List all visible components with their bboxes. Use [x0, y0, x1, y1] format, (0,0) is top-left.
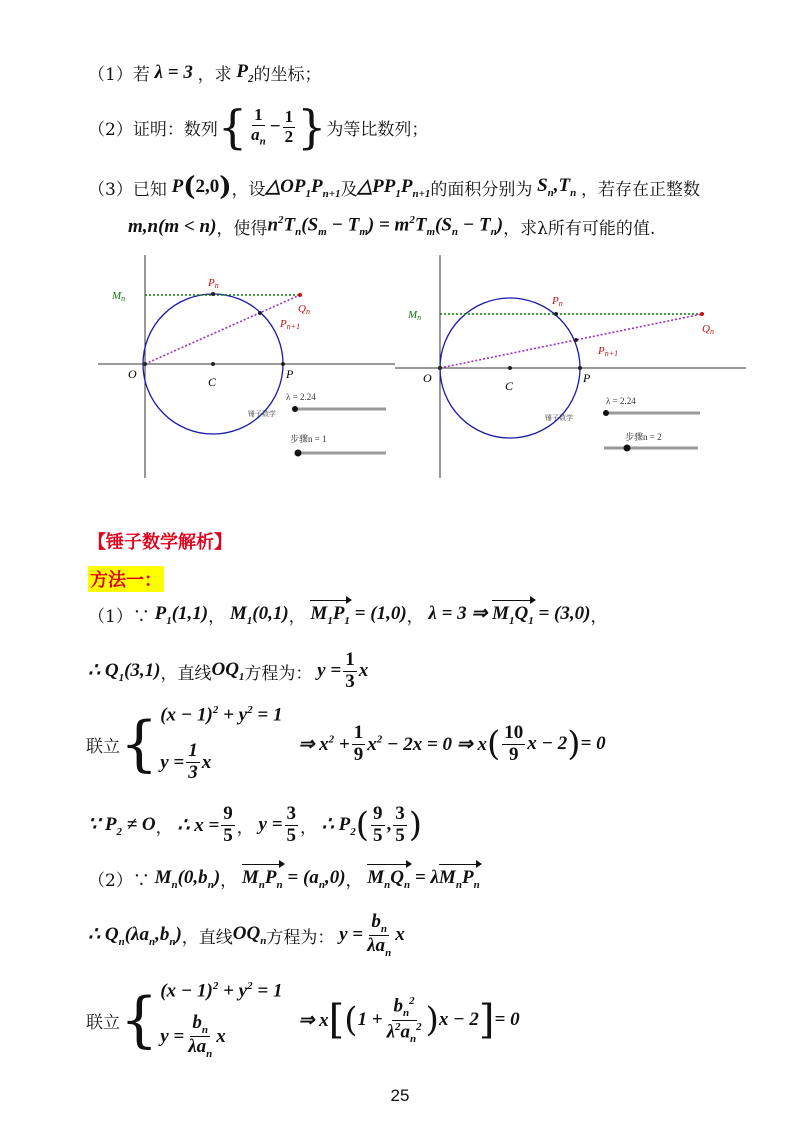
right-lambda-slider-knob[interactable]: [603, 410, 609, 416]
solution-system-2: 联立 { $(x - 1)^2 + y^2 = 1$ y = $\frac{b_n}{\lambda a_n}$ x ⇒ x [ ( 1 + $\frac{b_n^2}{\lambda^2a_n^2}$ ) x − 2 ] = 0: [86, 980, 520, 1060]
solution-line-3: ∵ $P_2 \ne O$ ， ∴ x = $\frac{9}{5}$ ， y = $\frac{3}{5}$ ， ∴ $P_2$ ( $\frac{9}{5}$ , $\frac{3}{5}$ ): [88, 803, 423, 846]
left-label-o: O: [128, 367, 137, 381]
right-step-label: 步骤n = 2: [625, 432, 662, 442]
right-point-o: [438, 366, 442, 370]
part2-line: （2）证明：数列 { $\frac{1}{a_n}$ − $\frac{1}{2}$ } 为等比数列；: [88, 100, 429, 154]
left-step-label: 步骤n = 1: [290, 434, 327, 444]
right-label-mn: Mn: [408, 309, 422, 322]
left-label-c: C: [208, 375, 217, 389]
left-point-qn: [298, 293, 302, 297]
left-figure: [98, 255, 395, 478]
left-point-pn1: [258, 311, 262, 315]
right-label-c: C: [505, 379, 514, 393]
solution-line-2: ∴ $Q_1(3,1)$ ，直线 $OQ_1$ 方程为： y = $\frac{1}{3}$ x: [88, 649, 369, 692]
right-point-p: [578, 366, 582, 370]
left-point-p: [281, 362, 285, 366]
right-label-qn: Qn: [702, 323, 714, 336]
solution-line-5: ∴ $Q_n(\lambda a_n,b_n)$ ，直线 $OQ_n$ 方程为： y = $\frac{b_n}{\lambda a_n}$ x: [88, 911, 405, 959]
method-label: 方法一：: [88, 566, 164, 592]
left-lambda-slider-knob[interactable]: [292, 406, 298, 412]
left-label-qn: Qn: [298, 303, 310, 316]
right-label-pn: Pn: [552, 295, 563, 308]
solution-heading: 【锤子数学解析】: [88, 532, 232, 553]
part1-line: （1）若 λ = 3 ，求 $P_2$ 的坐标；: [88, 60, 322, 85]
right-lambda-label: λ = 2.24: [606, 396, 636, 406]
right-label-p: P: [583, 371, 591, 385]
right-step-slider-knob[interactable]: [624, 445, 631, 452]
left-step-slider-knob[interactable]: [295, 450, 302, 457]
left-label-pn: Pn: [208, 277, 219, 290]
left-purple-dotted-line: [145, 295, 300, 364]
left-label-pn1: Pn+1: [280, 318, 301, 331]
right-point-c: [508, 366, 512, 370]
right-figure: [395, 255, 746, 478]
solution-system-1: 联立 { $(x - 1)^2 + y^2 = 1$ y = $\frac{1}{3}$ x ⇒ $x^2$ + $\frac{1}{9}$ $x^2 - 2x = 0$ ⇒ x ( $\frac{10}{9}$ x − 2 ) = 0: [86, 704, 606, 784]
part3-line2: m,n(m < n) ，使得 $n^2T_n(S_m - T_m) = m^2T_m(S_n - T_n)$ ，求λ所有可能的值.: [128, 214, 656, 239]
left-point-c: [211, 362, 215, 366]
left-lambda-label: λ = 2.24: [286, 392, 316, 402]
left-watermark: 锤子数学: [248, 410, 276, 418]
right-watermark: 锤子数学: [545, 414, 573, 422]
solution-line-4: （2）∵ $M_n(0,b_n)$ ， $M_nP_n = (a_n,0)$ ， $M_nQ_n = \lambda M_nP_n$: [88, 866, 480, 891]
right-point-qn: [700, 312, 704, 316]
part3-line1: （3）已知 P ( 2,0 ) ，设 $\triangle OP_1P_{n+1}$ 及 $\triangle PP_1P_{n+1}$ 的面积分别为 $S_n,T_n$ ，若存在正整数: [88, 172, 701, 202]
right-purple-dotted-line: [440, 314, 702, 368]
right-point-pn1: [574, 338, 578, 342]
left-point-pn: [211, 292, 215, 296]
left-point-o: [143, 362, 147, 366]
page-number: 25: [390, 1086, 410, 1105]
geometry-figure: [90, 250, 750, 480]
right-label-pn1: Pn+1: [598, 345, 619, 358]
left-label-mn: Mn: [112, 290, 126, 303]
left-label-p: P: [286, 367, 294, 381]
right-label-o: O: [423, 371, 432, 385]
right-point-pn: [554, 312, 558, 316]
solution-line-1: （1）∵ $P_1(1,1)$ ， $M_1(0,1)$ ， $M_1P_1 = (1,0)$ ， λ = 3 ⇒ $M_1Q_1 = (3,0)$ ，: [88, 602, 608, 627]
